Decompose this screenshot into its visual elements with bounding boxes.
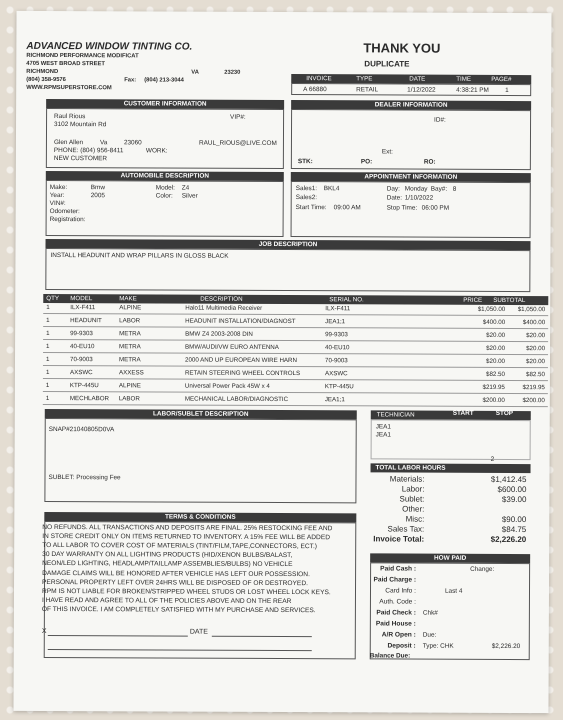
deposit-label: Deposit : [387,642,416,650]
terms-line: OF THIS INVOICE. I AM COMPLETELY SATISFIED WITH MY PURCHASE AND SERVICES. [41,605,316,615]
year-label: Year: [49,191,65,200]
auto-year: 2005 [90,192,105,200]
company-fax: (804) 213-3044 [144,77,184,84]
customer-name: Raul Rious [54,113,86,121]
deposit-type: Type: CHK [422,642,454,650]
sales2-label: Sales2: [295,194,318,202]
cell-model: MECHLABOR [69,395,110,403]
item-row [43,394,548,407]
cell-description: Universal Power Pack 45W x 4 [184,382,270,390]
tech-start-label: START [452,409,474,417]
company-zip: 23230 [224,69,241,76]
job-description-text: INSTALL HEADUNIT AND WRAP PILLARS IN GLOSS BLACK [50,251,229,260]
cell-serial: JEA1;1 [324,396,345,404]
time-label: TIME [456,75,472,83]
cell-make: LABOR [118,395,140,403]
cell-subtotal: $1,050.00 [517,306,546,314]
terms-line: 30 DAY WARRANTY ON ALL LIGHTING PRODUCTS (HID/XENON BULBS/BALAST, [42,551,293,560]
stop-time: 06:00 PM [421,204,450,212]
make-label: Make: [49,183,68,192]
company-name: ADVANCED WINDOW TINTING CO. [26,40,193,53]
cell-subtotal: $82.50 [525,371,545,379]
cell-make: METRA [119,343,141,351]
vip-label: VIP#: [230,113,246,121]
auto-make: Bmw [90,184,105,192]
auto-model: Z4 [181,184,190,192]
work-label: WORK: [145,147,168,155]
cell-model: ILX-F411 [70,304,96,312]
item-row [43,355,548,368]
change-label: Change: [470,565,495,573]
cell-serial: KTP-445U [324,383,354,391]
customer-zip: 23060 [123,139,142,147]
total-label: Materials: [389,474,425,484]
tech-stop-label: STOP [495,409,514,418]
company-phone: (804) 358-9576 [26,76,66,84]
cell-serial: 99-9303 [325,331,348,339]
sublet-text: SUBLET: Processing Fee [48,473,121,482]
cell-make: METRA [118,356,141,364]
terms-line: TO ALL LABOR TO COVER COST OF MATERIALS (TINT/FILM,TAPE,CONNECTORS, ECT.) [42,542,318,551]
ar-open-label: A/R Open : [381,631,416,639]
paid-check-label: Paid Check : [376,609,416,617]
invoice-label: INVOICE [306,75,332,83]
total-value: $90.00 [501,514,527,525]
technician-box [371,419,531,460]
signature-x: X [41,627,47,635]
appointment-day: Monday [404,185,428,193]
total-label: Sales Tax: [387,524,425,534]
bay-label: Bay#: [430,185,448,193]
technician-2: JEA1 [375,431,391,439]
cell-qty: 1 [46,316,50,324]
dealer-id-label: ID#: [434,116,446,124]
customer-address: 3102 Mountain Rd [54,121,107,129]
duplicate-label: DUPLICATE [364,59,410,69]
balance-due-label: Balance Due: [369,652,411,660]
cell-serial: 40-EU10 [325,344,350,352]
company-website: WWW.RPMSUPERSTORE.COM [26,84,112,92]
terms-bar: TERMS & CONDITIONS [44,512,356,522]
cell-qty: 1 [45,394,50,402]
total-label: Misc: [405,514,425,524]
cell-description: BMW/AUDI/VW EURO ANTENNA [185,343,279,351]
dealer-ro-label: RO: [423,158,436,166]
cell-description: MECHANICAL LABOR/DIAGNOSTIC [184,395,289,404]
customer-phone: PHONE: (804) 956-8411 [53,147,124,155]
total-labor-bar: TOTAL LABOR HOURS [371,463,531,473]
cell-price: $20.00 [486,357,506,365]
day-label: Day: [386,185,400,193]
total-value: $84.75 [501,524,527,535]
check-number-label: Chk# [422,609,438,617]
company-street: 4705 WEST BROAD STREET [26,60,105,68]
dealer-po-label: PO: [360,158,373,166]
col-subtotal: SUBTOTAL [493,296,526,305]
cell-model: 40-EU10 [70,343,95,351]
cell-qty: 1 [45,368,50,376]
total-label: Sublet: [399,494,425,504]
cell-make: METRA [119,330,141,338]
terms-line: I HAVE READ AND AGREE TO ALL OF THE POLICIES ABOVE AND ON THE REAR [41,596,292,605]
cell-qty: 1 [46,342,50,350]
item-row [43,368,548,381]
cell-serial: ILX-F411 [325,305,351,313]
item-row [43,342,548,355]
invoice-type: RETAIL [356,86,379,94]
total-label: Labor: [401,484,425,494]
cell-qty: 1 [45,355,50,363]
paid-house-label: Paid House : [375,620,416,628]
stop-time-label: Stop Time: [386,204,418,212]
cell-price: $20.00 [486,344,506,352]
cell-make: AXXESS [118,369,144,377]
customer-info-bar: CUSTOMER INFORMATION [46,99,284,109]
cell-price: $400.00 [482,318,506,326]
invoice-page-number: 1 [505,86,509,94]
customer-state: Va [99,139,108,147]
company-state: VA [191,69,199,76]
paid-charge-label: Paid Charge : [373,576,417,584]
cell-description: 2000 AND UP EUROPEAN WIRE HARN [184,356,298,365]
cell-price: $219.95 [482,383,505,391]
cell-model: 99-9303 [70,330,93,338]
appointment-bay: 8 [452,185,457,193]
col-model: MODEL [70,295,93,303]
automobile-bar: AUTOMOBILE DESCRIPTION [46,171,284,181]
terms-line: DAMAGE CLAIMS WILL BE HONORED AFTER VEHICLE HAS LEFT OUR POSSESSION. [42,569,310,578]
cell-subtotal: $20.00 [526,345,546,353]
col-description: DESCRIPTION [200,295,243,303]
cell-model: 70-9003 [69,356,93,364]
col-make: MAKE [119,295,137,303]
customer-city: Glen Allen [53,139,84,147]
terms-line: PERSONAL PROPERTY LEFT OVER 24HRS WILL BE DISPOSED OF OR DESTROYED. [42,578,308,587]
deposit-amount: $2,226.20 [491,642,521,651]
terms-line: IN STORE CREDIT ONLY ON ITEMS RETURNED TO INVENTORY. A 15% FEE WILL BE ADDED [42,533,331,542]
cell-serial: JEA1;1 [325,318,346,326]
item-row [43,316,548,329]
total-value: $2,226.20 [490,534,527,545]
card-last4-label: Last 4 [444,587,463,595]
invoice-page [13,11,551,713]
auto-color: Silver [181,192,198,200]
cell-model: HEADUNIT [70,317,102,325]
cell-make: ALPINE [118,382,141,390]
card-info-label: Card Info : [385,587,417,595]
customer-email: RAUL_RIOUS@LIVE.COM [198,139,277,147]
terms-line: NO REFUNDS. ALL TRANSACTIONS AND DEPOSITS ARE FINAL. 25% RESTOCKING FEE AND [42,523,333,533]
cell-description: RETAIN STEERING WHEEL CONTROLS [184,369,301,378]
date-label: DATE [409,75,426,83]
date-line-label: DATE [189,628,208,636]
dealer-info-bar: DEALER INFORMATION [291,100,531,110]
cell-description: BMW Z4 2003-2008 DIN [185,330,253,338]
color-label: Color: [155,192,173,200]
appointment-date-label: Date: [386,194,403,202]
appointment-bar: APPOINTMENT INFORMATION [291,172,531,182]
customer-status: NEW CUSTOMER [53,155,108,163]
cell-price: $200.00 [482,396,505,404]
col-price: PRICE [463,296,483,304]
model-label: Model: [155,184,175,192]
page-label: PAGE# [491,75,512,83]
how-paid-bar: HOW PAID [370,553,530,563]
item-row [43,381,548,394]
technician-1: JEA1 [375,423,392,431]
cell-subtotal: $200.00 [522,397,545,405]
cell-subtotal: $219.95 [522,384,545,392]
start-time-label: Start Time: [295,204,327,212]
cell-subtotal: $20.00 [526,358,546,366]
dealer-info-box [291,109,531,170]
vin-label: VIN#: [49,199,66,208]
cell-qty: 1 [45,381,50,389]
thank-you-heading: THANK YOU [363,40,441,56]
col-serial: SERIAL NO. [329,296,364,304]
cell-serial: AXSWC [324,370,348,378]
odometer-label: Odometer: [49,207,80,216]
cell-price: $1,050.00 [477,305,506,313]
cell-price: $82.50 [485,370,505,378]
terms-line: NEON/LED LIGHTING, HEADLAMP/TAILLAMP ASSEMBLIES/BULBS) NO VEHICLE [42,560,293,569]
paid-cash-label: Paid Cash : [380,565,417,573]
cell-subtotal: $400.00 [522,319,546,327]
total-value: $39.00 [501,494,527,505]
total-label: Other: [402,504,425,514]
cell-serial: 70-9003 [324,357,348,365]
col-qty: QTY [46,294,60,303]
cell-qty: 1 [46,329,50,337]
cell-description: Halo11 Multimedia Receiver [185,304,263,312]
registration-label: Registration: [49,215,86,224]
technician-label: TECHNICIAN [376,411,415,419]
due-label: Due: [422,631,437,639]
item-row [43,303,548,316]
fax-label: Fax: [124,77,137,84]
cell-description: HEADUNIT INSTALLATION/DIAGNOST [185,317,296,326]
company-city: RICHMOND [26,68,59,76]
total-value: $600.00 [497,484,527,495]
dealer-stk-label: STK: [297,158,313,166]
cell-model: AXSWC [69,369,93,377]
cell-make: LABOR [119,317,141,325]
dealer-ext-label: Ext: [381,148,393,156]
sales1-label: Sales1: [295,185,318,193]
start-time: 09:00 AM [333,204,361,212]
cell-price: $20.00 [486,331,506,339]
cell-qty: 1 [46,303,50,311]
type-label: TYPE [356,75,373,83]
snap-code: SNAP#21040805D0VA [48,425,115,434]
total-labor-value: 2 [490,455,495,463]
invoice-time: 4:38:21 PM [456,86,489,94]
cell-make: ALPINE [119,304,142,312]
job-description-bar: JOB DESCRIPTION [45,239,530,250]
cell-model: KTP-445U [69,382,99,390]
total-value: $1,412.45 [490,474,527,485]
auth-code-label: Auth. Code : [379,598,416,606]
invoice-date: 1/12/2022 [407,86,436,94]
appointment-date: 1/10/2022 [404,194,434,202]
item-row [43,329,548,342]
company-line1: RICHMOND PERFORMANCE MODIFICAT [26,52,139,60]
total-label: Invoice Total: [373,534,425,544]
terms-line: RPM IS NOT LIABLE FOR BROKEN/STRIPPED WHEEL STUDS OR LOST WHEEL LOCK KEYS. [41,587,331,596]
invoice-number: A 66880 [303,86,327,94]
sales1-value: BKL4 [323,185,340,193]
labor-sublet-bar: LABOR/SUBLET DESCRIPTION [45,409,357,419]
cell-subtotal: $20.00 [526,332,546,340]
